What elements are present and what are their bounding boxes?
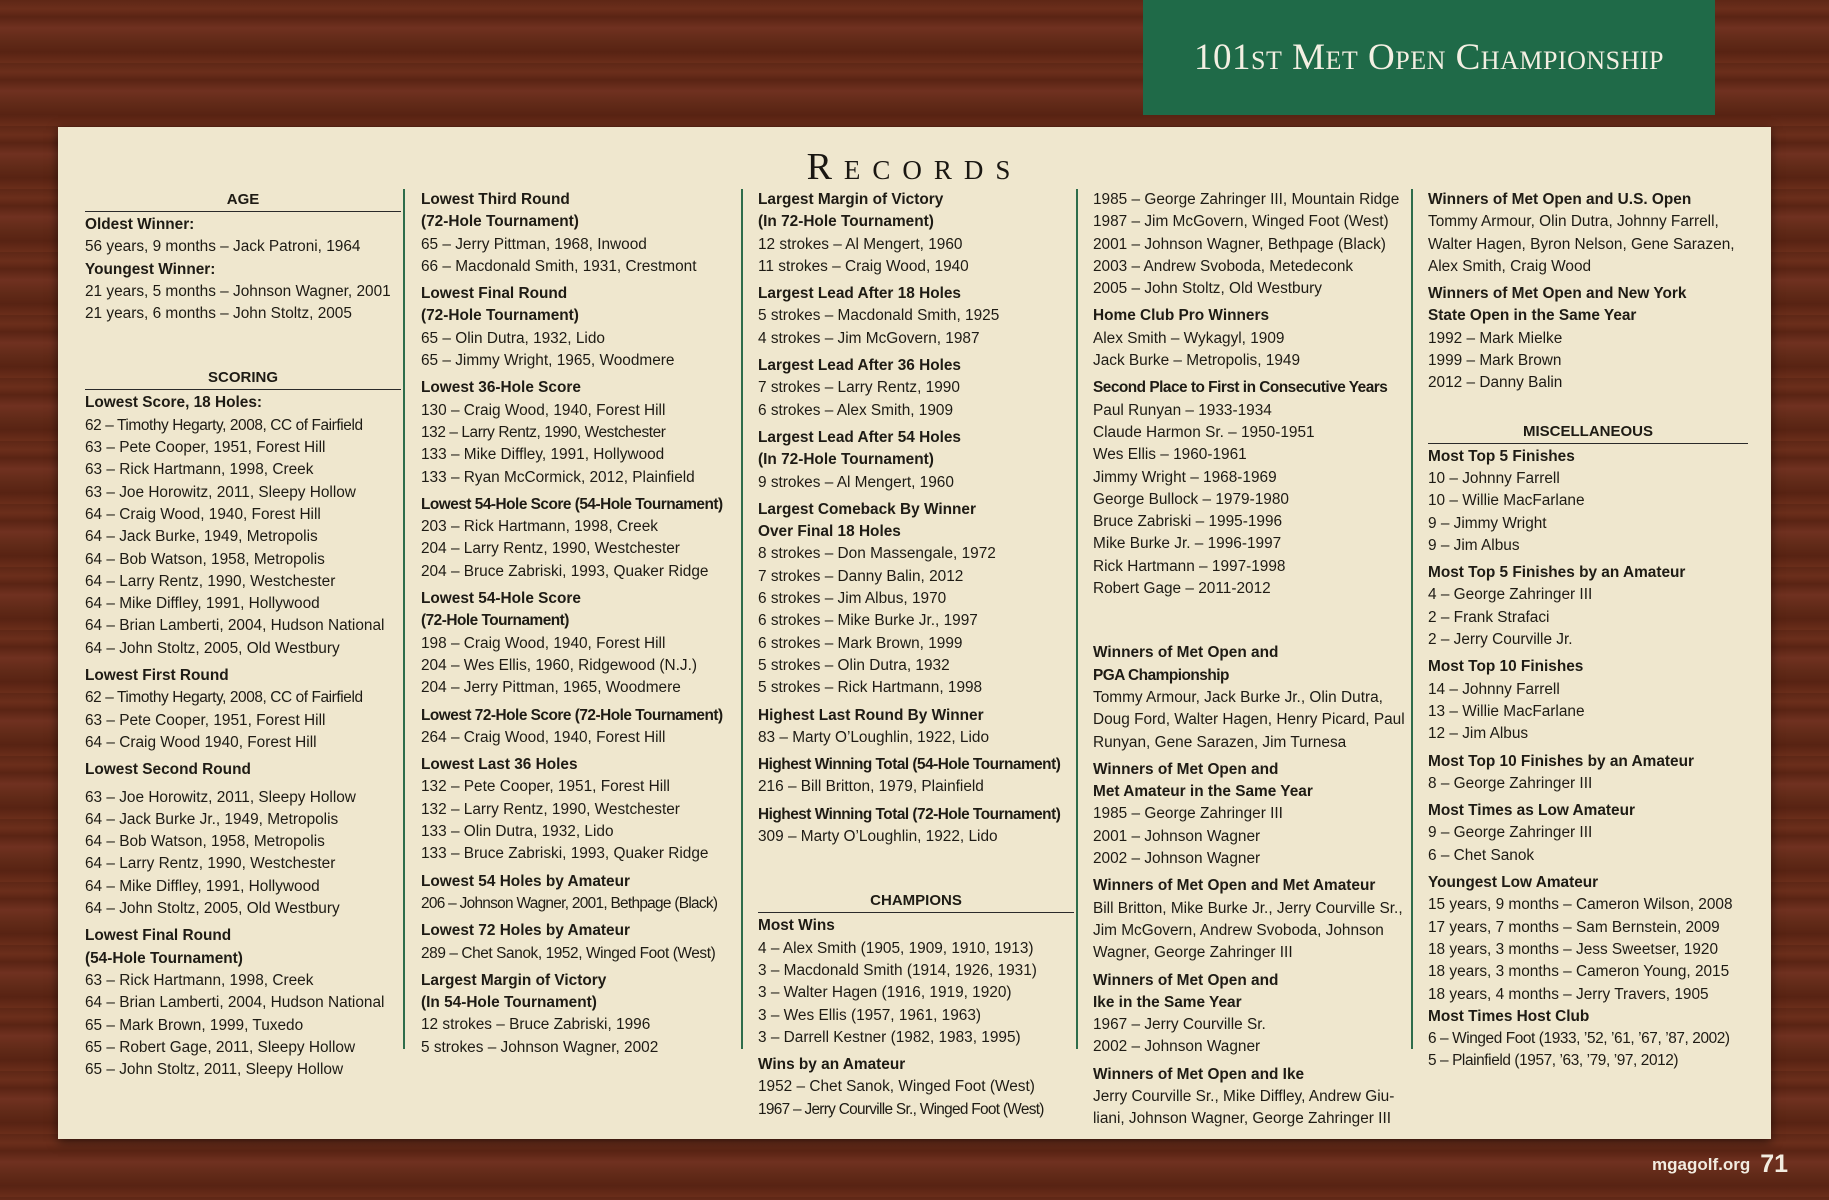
record-line: 18 years, 3 months – Jess Sweetser, 1920 xyxy=(1428,940,1719,958)
record-line: 130 – Craig Wood, 1940, Forest Hill xyxy=(421,401,666,419)
record-line: 65 – Mark Brown, 1999, Tuxedo xyxy=(85,1016,304,1034)
record-line: 1967 – Jerry Courville Sr. xyxy=(1093,1016,1266,1034)
section-heading: MISCELLANEOUS xyxy=(1428,421,1748,444)
record-heading: (72-Hole Tournament) xyxy=(421,213,579,231)
record-line: 6 strokes – Alex Smith, 1909 xyxy=(758,401,954,419)
record-line: 3 – Wes Ellis (1957, 1961, 1963) xyxy=(758,1006,982,1024)
section-heading: SCORING xyxy=(85,367,401,390)
record-heading: Lowest 54 Holes by Amateur xyxy=(421,872,630,890)
record-heading: Lowest 72 Holes by Amateur xyxy=(421,922,630,940)
record-heading: Lowest Final Round xyxy=(85,927,232,945)
record-heading: Second Place to First in Consecutive Years xyxy=(1093,379,1388,397)
record-line: 1967 – Jerry Courville Sr., Winged Foot (West) xyxy=(758,1100,1044,1118)
record-heading: Home Club Pro Winners xyxy=(1093,307,1270,325)
record-line: 11 strokes – Craig Wood, 1940 xyxy=(758,257,969,275)
record-heading: (In 72-Hole Tournament) xyxy=(758,213,934,231)
record-line: 198 – Craig Wood, 1940, Forest Hill xyxy=(421,634,666,652)
record-line: Paul Runyan – 1933-1934 xyxy=(1093,401,1272,419)
record-line: 65 – Jimmy Wright, 1965, Woodmere xyxy=(421,352,675,370)
record-heading: Youngest Winner: xyxy=(85,260,216,278)
record-line: 64 – Bob Watson, 1958, Metropolis xyxy=(85,550,325,568)
record-line: 3 – Macdonald Smith (1914, 1926, 1931) xyxy=(758,961,1037,979)
record-line: 6 strokes – Jim Albus, 1970 xyxy=(758,590,947,608)
record-line: 8 strokes – Don Massengale, 1972 xyxy=(758,545,996,563)
record-text: Tommy Armour, Olin Dutra, Johnny Farrell, Walter Hagen, Byron Nelson, Gene Sarazen, Alex Smith, Craig Wood xyxy=(1428,213,1735,275)
record-heading: Highest Winning Total (72-Hole Tournament) xyxy=(758,805,1061,823)
record-line: 15 years, 9 months – Cameron Wilson, 2008 xyxy=(1428,896,1733,914)
record-line: 1999 – Mark Brown xyxy=(1428,352,1562,370)
record-line: 63 – Pete Cooper, 1951, Forest Hill xyxy=(85,439,326,457)
record-line: 2003 – Andrew Svoboda, Metedeconk xyxy=(1093,257,1354,275)
record-heading: Largest Margin of Victory xyxy=(758,191,944,208)
page-number: 71 xyxy=(1760,1150,1789,1178)
record-line: 5 – Plainfield (1957, ’63, ’79, ’97, 2012) xyxy=(1428,1052,1679,1070)
record-line: Jack Burke – Metropolis, 1949 xyxy=(1093,352,1301,370)
record-line: 6 strokes – Mark Brown, 1999 xyxy=(758,634,963,652)
record-heading: Over Final 18 Holes xyxy=(758,523,901,541)
record-heading: Most Top 5 Finishes xyxy=(1428,447,1575,465)
record-line: 203 – Rick Hartmann, 1998, Creek xyxy=(421,518,658,536)
record-line: 216 – Bill Britton, 1979, Plainfield xyxy=(758,778,984,796)
record-line: 264 – Craig Wood, 1940, Forest Hill xyxy=(421,728,666,746)
record-line: George Bullock – 1979-1980 xyxy=(1093,490,1289,508)
record-heading: Lowest 36-Hole Score xyxy=(421,379,581,397)
column-5 xyxy=(1428,189,1750,1073)
record-line: 64 – John Stoltz, 2005, Old Westbury xyxy=(85,639,340,657)
record-line: 204 – Wes Ellis, 1960, Ridgewood (N.J.) xyxy=(421,656,698,674)
record-line: 1987 – Jim McGovern, Winged Foot (West) xyxy=(1093,213,1389,231)
record-line: 64 – Larry Rentz, 1990, Westchester xyxy=(85,855,336,873)
record-heading: Largest Margin of Victory xyxy=(421,971,607,989)
record-line: 63 – Joe Horowitz, 2011, Sleepy Hollow xyxy=(85,788,356,806)
record-heading: Lowest Third Round xyxy=(421,191,570,208)
record-line: 133 – Ryan McCormick, 2012, Plainfield xyxy=(421,468,695,486)
record-line: Robert Gage – 2011-2012 xyxy=(1093,580,1271,598)
record-line: 17 years, 7 months – Sam Bernstein, 2009 xyxy=(1428,918,1720,936)
record-line: 56 years, 9 months – Jack Patroni, 1964 xyxy=(85,238,361,256)
record-line: Mike Burke Jr. – 1996-1997 xyxy=(1093,535,1282,553)
record-line: 5 strokes – Johnson Wagner, 2002 xyxy=(421,1038,659,1056)
record-line: 204 – Larry Rentz, 1990, Westchester xyxy=(421,540,680,558)
record-heading: Most Top 10 Finishes by an Amateur xyxy=(1428,752,1694,770)
record-line: 204 – Jerry Pittman, 1965, Woodmere xyxy=(421,679,681,697)
record-line: 10 – Willie MacFarlane xyxy=(1428,492,1585,510)
record-line: 133 – Olin Dutra, 1932, Lido xyxy=(421,823,614,841)
record-text: Bill Britton, Mike Burke Jr., Jerry Courville Sr., Jim McGovern, Andrew Svoboda, Johnson Wagner, George Zahringer III xyxy=(1093,899,1403,962)
record-line: 309 – Marty O’Loughlin, 1922, Lido xyxy=(758,828,998,846)
record-line: 9 – Jimmy Wright xyxy=(1428,514,1547,532)
record-heading: Met Amateur in the Same Year xyxy=(1093,783,1313,801)
record-heading: Highest Winning Total (54-Hole Tournament) xyxy=(758,756,1061,774)
record-heading: Winners of Met Open and Ike xyxy=(1093,1065,1305,1083)
section-heading: AGE xyxy=(85,189,401,212)
record-heading: Winners of Met Open and xyxy=(1093,971,1279,989)
record-line: Rick Hartmann – 1997-1998 xyxy=(1093,557,1286,575)
record-heading: Lowest 72-Hole Score (72-Hole Tournament) xyxy=(421,706,723,724)
record-line: 132 – Larry Rentz, 1990, Westchester xyxy=(421,423,666,441)
record-line: 21 years, 6 months – John Stoltz, 2005 xyxy=(85,305,352,323)
record-heading: Most Top 10 Finishes xyxy=(1428,658,1584,676)
record-line: 64 – Brian Lamberti, 2004, Hudson National xyxy=(85,994,385,1012)
record-heading: Winners of Met Open and New York xyxy=(1428,285,1687,303)
record-heading: Oldest Winner: xyxy=(85,216,195,233)
record-line: 133 – Bruce Zabriski, 1993, Quaker Ridge xyxy=(421,845,709,863)
record-line: 4 – George Zahringer III xyxy=(1428,586,1593,604)
record-line: 63 – Rick Hartmann, 1998, Creek xyxy=(85,461,314,479)
record-line: 8 – George Zahringer III xyxy=(1428,774,1593,792)
record-line: 12 – Jim Albus xyxy=(1428,725,1529,743)
record-line: 18 years, 3 months – Cameron Young, 2015 xyxy=(1428,963,1730,981)
record-line: 64 – Jack Burke Jr., 1949, Metropolis xyxy=(85,810,339,828)
record-heading: Largest Lead After 18 Holes xyxy=(758,285,961,303)
records-panel xyxy=(58,127,1771,1139)
banner-title: 101st Met Open Championship xyxy=(1194,37,1664,78)
record-heading: Winners of Met Open and U.S. Open xyxy=(1428,191,1692,208)
record-text: Jerry Courville Sr., Mike Diffley, Andrew Giu-liani, Johnson Wagner, George Zahringer III xyxy=(1093,1087,1395,1128)
record-line: 12 strokes – Bruce Zabriski, 1996 xyxy=(421,1016,651,1034)
record-line: 9 strokes – Al Mengert, 1960 xyxy=(758,473,954,491)
record-line: Bruce Zabriski – 1995-1996 xyxy=(1093,513,1283,531)
record-line: 4 strokes – Jim McGovern, 1987 xyxy=(758,329,980,347)
record-line: 13 – Willie MacFarlane xyxy=(1428,702,1585,720)
record-line: 63 – Pete Cooper, 1951, Forest Hill xyxy=(85,711,326,729)
record-line: 64 – Larry Rentz, 1990, Westchester xyxy=(85,572,336,590)
record-heading: Winners of Met Open and xyxy=(1093,760,1279,778)
record-heading: (72-Hole Tournament) xyxy=(421,612,569,630)
record-line: 6 strokes – Mike Burke Jr., 1997 xyxy=(758,612,978,630)
record-line: 204 – Bruce Zabriski, 1993, Quaker Ridge xyxy=(421,562,709,580)
record-line: Wes Ellis – 1960-1961 xyxy=(1093,446,1247,464)
record-line: 10 – Johnny Farrell xyxy=(1428,469,1560,487)
record-heading: Lowest Last 36 Holes xyxy=(421,756,578,774)
record-line: 66 – Macdonald Smith, 1931, Crestmont xyxy=(421,257,697,275)
record-line: 64 – John Stoltz, 2005, Old Westbury xyxy=(85,900,340,918)
record-line: 2012 – Danny Balin xyxy=(1428,374,1563,392)
record-line: 9 – Jim Albus xyxy=(1428,536,1520,554)
record-line: 132 – Pete Cooper, 1951, Forest Hill xyxy=(421,778,670,796)
record-line: 133 – Mike Diffley, 1991, Hollywood xyxy=(421,446,665,464)
record-line: 2002 – Johnson Wagner xyxy=(1093,850,1261,868)
record-heading: Highest Last Round By Winner xyxy=(758,706,984,724)
record-heading: Lowest 54-Hole Score xyxy=(421,590,581,608)
record-line: 64 – Craig Wood 1940, Forest Hill xyxy=(85,733,317,751)
record-line: 2002 – Johnson Wagner xyxy=(1093,1038,1261,1056)
record-line: Alex Smith – Wykagyl, 1909 xyxy=(1093,329,1285,347)
record-heading: Most Top 5 Finishes by an Amateur xyxy=(1428,564,1686,582)
column-3 xyxy=(758,189,1078,1118)
record-heading: (72-Hole Tournament) xyxy=(421,307,579,325)
record-line: 2 – Jerry Courville Jr. xyxy=(1428,631,1573,649)
record-line: 62 – Timothy Hegarty, 2008, CC of Fairfield xyxy=(85,416,363,434)
record-heading: State Open in the Same Year xyxy=(1428,307,1637,325)
record-heading: PGA Championship xyxy=(1093,666,1229,684)
record-line: 4 – Alex Smith (1905, 1909, 1910, 1913) xyxy=(758,939,1034,957)
record-heading: Largest Lead After 36 Holes xyxy=(758,357,961,375)
section-heading: CHAMPIONS xyxy=(758,890,1074,913)
record-line: 63 – Joe Horowitz, 2011, Sleepy Hollow xyxy=(85,483,356,501)
record-line: 1985 – George Zahringer III xyxy=(1093,805,1283,823)
record-heading: (In 54-Hole Tournament) xyxy=(421,994,597,1012)
record-heading: Most Wins xyxy=(758,917,835,935)
record-heading: Winners of Met Open and xyxy=(1093,644,1279,662)
site-url[interactable]: mgagolf.org xyxy=(1652,1154,1751,1174)
record-heading: Ike in the Same Year xyxy=(1093,993,1242,1011)
record-heading: Winners of Met Open and Met Amateur xyxy=(1093,877,1376,895)
record-line: 64 – Mike Diffley, 1991, Hollywood xyxy=(85,877,320,895)
record-heading: Lowest Final Round xyxy=(421,285,568,303)
record-line: 65 – Robert Gage, 2011, Sleepy Hollow xyxy=(85,1038,356,1056)
record-heading: (In 72-Hole Tournament) xyxy=(758,451,934,469)
record-line: 6 – Winged Foot (1933, ’52, ’61, ’67, ’87, 2002) xyxy=(1428,1030,1730,1048)
record-line: 21 years, 5 months – Johnson Wagner, 2001 xyxy=(85,282,391,300)
record-line: 5 strokes – Rick Hartmann, 1998 xyxy=(758,679,983,697)
page-footer xyxy=(1652,1150,1788,1179)
championship-banner xyxy=(1143,0,1715,115)
record-line: 62 – Timothy Hegarty, 2008, CC of Fairfield xyxy=(85,689,363,707)
record-text: Tommy Armour, Jack Burke Jr., Olin Dutra, Doug Ford, Walter Hagen, Henry Picard, Paul Runyan, Gene Sarazen, Jim Turnesa xyxy=(1093,688,1405,751)
record-line: 64 – Bob Watson, 1958, Metropolis xyxy=(85,833,325,851)
record-line: 9 – George Zahringer III xyxy=(1428,824,1593,842)
record-heading: Lowest First Round xyxy=(85,667,229,685)
record-line: Claude Harmon Sr. – 1950-1951 xyxy=(1093,423,1315,441)
record-line: Jimmy Wright – 1968-1969 xyxy=(1093,468,1277,486)
record-line: 5 strokes – Olin Dutra, 1932 xyxy=(758,656,950,674)
record-line: 83 – Marty O’Loughlin, 1922, Lido xyxy=(758,728,990,746)
record-line: 2001 – Johnson Wagner, Bethpage (Black) xyxy=(1093,235,1386,253)
record-line: 206 – Johnson Wagner, 2001, Bethpage (Black) xyxy=(421,894,718,912)
record-line: 132 – Larry Rentz, 1990, Westchester xyxy=(421,800,680,818)
record-heading: Youngest Low Amateur xyxy=(1428,874,1599,892)
record-line: 5 strokes – Macdonald Smith, 1925 xyxy=(758,307,1000,325)
record-line: 1952 – Chet Sanok, Winged Foot (West) xyxy=(758,1078,1035,1096)
record-line: 6 – Chet Sanok xyxy=(1428,846,1535,864)
record-heading: Most Times as Low Amateur xyxy=(1428,802,1635,820)
record-line: 14 – Johnny Farrell xyxy=(1428,680,1560,698)
record-line: 64 – Mike Diffley, 1991, Hollywood xyxy=(85,595,320,613)
record-line: 65 – Olin Dutra, 1932, Lido xyxy=(421,329,605,347)
record-line: 7 strokes – Larry Rentz, 1990 xyxy=(758,379,960,397)
record-line: 2 – Frank Strafaci xyxy=(1428,608,1550,626)
record-line: 18 years, 4 months – Jerry Travers, 1905 xyxy=(1428,985,1709,1003)
record-line: 12 strokes – Al Mengert, 1960 xyxy=(758,235,963,253)
column-2 xyxy=(421,189,743,1056)
record-line: 2001 – Johnson Wagner xyxy=(1093,827,1261,845)
record-line: 1985 – George Zahringer III, Mountain Ridge xyxy=(1093,191,1400,208)
page-title: Records xyxy=(806,146,1023,188)
record-heading: Most Times Host Club xyxy=(1428,1007,1590,1025)
record-heading: Lowest 54-Hole Score (54-Hole Tournament) xyxy=(421,495,723,513)
record-line: 289 – Chet Sanok, 1952, Winged Foot (West) xyxy=(421,944,716,962)
record-line: 64 – Craig Wood, 1940, Forest Hill xyxy=(85,505,321,523)
record-heading: (54-Hole Tournament) xyxy=(85,949,243,967)
record-line: 1992 – Mark Mielke xyxy=(1428,329,1563,347)
record-line: 65 – John Stoltz, 2011, Sleepy Hollow xyxy=(85,1061,344,1079)
column-4 xyxy=(1093,189,1413,1128)
record-heading: Lowest Score, 18 Holes: xyxy=(85,394,263,412)
record-line: 2005 – John Stoltz, Old Westbury xyxy=(1093,280,1322,298)
record-heading: Wins by an Amateur xyxy=(758,1056,906,1074)
record-line: 3 – Walter Hagen (1916, 1919, 1920) xyxy=(758,984,1012,1002)
record-heading: Lowest Second Round xyxy=(85,761,251,779)
record-line: 64 – Jack Burke, 1949, Metropolis xyxy=(85,528,318,546)
record-line: 64 – Brian Lamberti, 2004, Hudson National xyxy=(85,617,385,635)
record-line: 3 – Darrell Kestner (1982, 1983, 1995) xyxy=(758,1028,1021,1046)
record-line: 63 – Rick Hartmann, 1998, Creek xyxy=(85,971,314,989)
record-heading: Largest Lead After 54 Holes xyxy=(758,428,961,446)
record-heading: Largest Comeback By Winner xyxy=(758,500,976,518)
column-1 xyxy=(85,189,405,1079)
record-line: 65 – Jerry Pittman, 1968, Inwood xyxy=(421,235,647,253)
record-line: 7 strokes – Danny Balin, 2012 xyxy=(758,567,964,585)
